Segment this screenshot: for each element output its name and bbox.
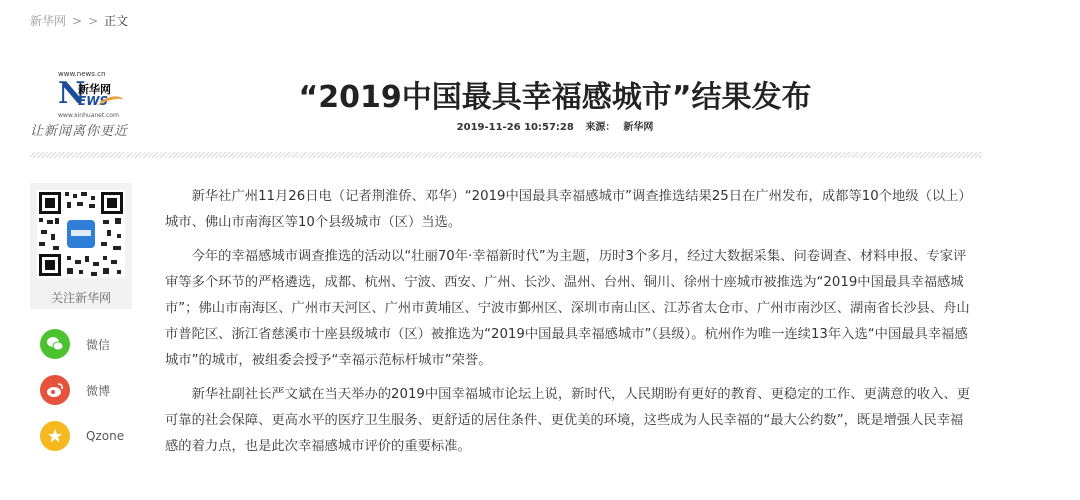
article-body (165, 184, 975, 468)
title-divider (30, 152, 982, 158)
article-paragraph: 新华社广州11月26日电（记者荆淮侨、邓华）“2019中国最具幸福感城市”调查推选结果25日在广州发布，成都等10个地级（以上）城市、佛山市南海区等10个县级城市（区）当选。 (165, 189, 972, 230)
article-title: “2019中国最具幸福感城市”结果发布 (298, 80, 812, 115)
logo-mark (58, 76, 118, 111)
share-weibo-label: 微博 (86, 383, 111, 398)
breadcrumb-separator: > (72, 13, 83, 28)
article-datetime: 2019-11-26 10:57:28 (456, 122, 574, 133)
weibo-icon (40, 375, 70, 405)
qzone-icon (40, 421, 70, 451)
logo-bottom-url: www.xinhuanet.com (58, 112, 119, 119)
share-wechat-label: 微信 (86, 337, 111, 352)
breadcrumb (30, 12, 128, 29)
xinhuanet-logo[interactable] (30, 70, 140, 140)
article-source-label: 来源： (585, 122, 616, 133)
logo-name: 新华网 (78, 83, 111, 96)
article-meta (220, 118, 890, 133)
share-wechat-button[interactable] (40, 329, 110, 359)
logo-letter: N (58, 76, 86, 111)
logo-ews: EWS (78, 94, 109, 108)
qr-caption: 关注新华网 (50, 291, 111, 305)
article-paragraph: 新华社副社长严文斌在当天举办的2019中国幸福城市论坛上说，新时代，人民期盼有更好的教育、更稳定的工作、更满意的收入、更可靠的社会保障、更高水平的医疗卫生服务、更舒适的居住条件、更优美的环境，这些成为人民幸福的“最大公约数”，既是增强人民幸福感的着力点，也是此次幸福感城市评价的重要标准。 (165, 387, 971, 454)
breadcrumb-home-link[interactable]: 新华网 (30, 14, 67, 28)
article-source: 新华网 (623, 122, 654, 133)
qr-code-icon (37, 190, 125, 278)
share-qzone-button[interactable] (40, 421, 124, 451)
qr-code-panel (30, 183, 132, 309)
breadcrumb-separator: > (88, 13, 99, 28)
article-paragraph: 今年的幸福感城市调查推选的活动以“壮丽70年·幸福新时代”为主题，历时3个多月，经过大数据采集、问卷调查、材料申报、专家评审等多个环节的严格遴选，成都、杭州、宁波、西安、广州、长沙、温州、台州、铜川、徐州十座城市被推选为“2019中国最具幸福感城市”；佛山市南海区、广州市天河区、广州市黄埔区、宁波市鄞州区、深圳市南山区、江苏省太仓市、广州市南沙区、湖南省长沙县、舟山市普陀区、浙江省慈溪市十座县级城市（区）被推选为“2019中国最具幸福感城市”（县级）。杭州作为唯一连续13年入选“中国最具幸福感城市”的城市，被组委会授予“幸福示范标杆城市”荣誉。 (165, 249, 970, 368)
share-weibo-button[interactable] (40, 375, 110, 405)
logo-slogan: 让新闻离你更近 (30, 124, 129, 139)
share-qzone-label: Qzone (86, 429, 125, 443)
wechat-icon (40, 329, 70, 359)
logo-top-url: www.news.cn (58, 70, 106, 78)
breadcrumb-current: 正文 (104, 14, 129, 28)
